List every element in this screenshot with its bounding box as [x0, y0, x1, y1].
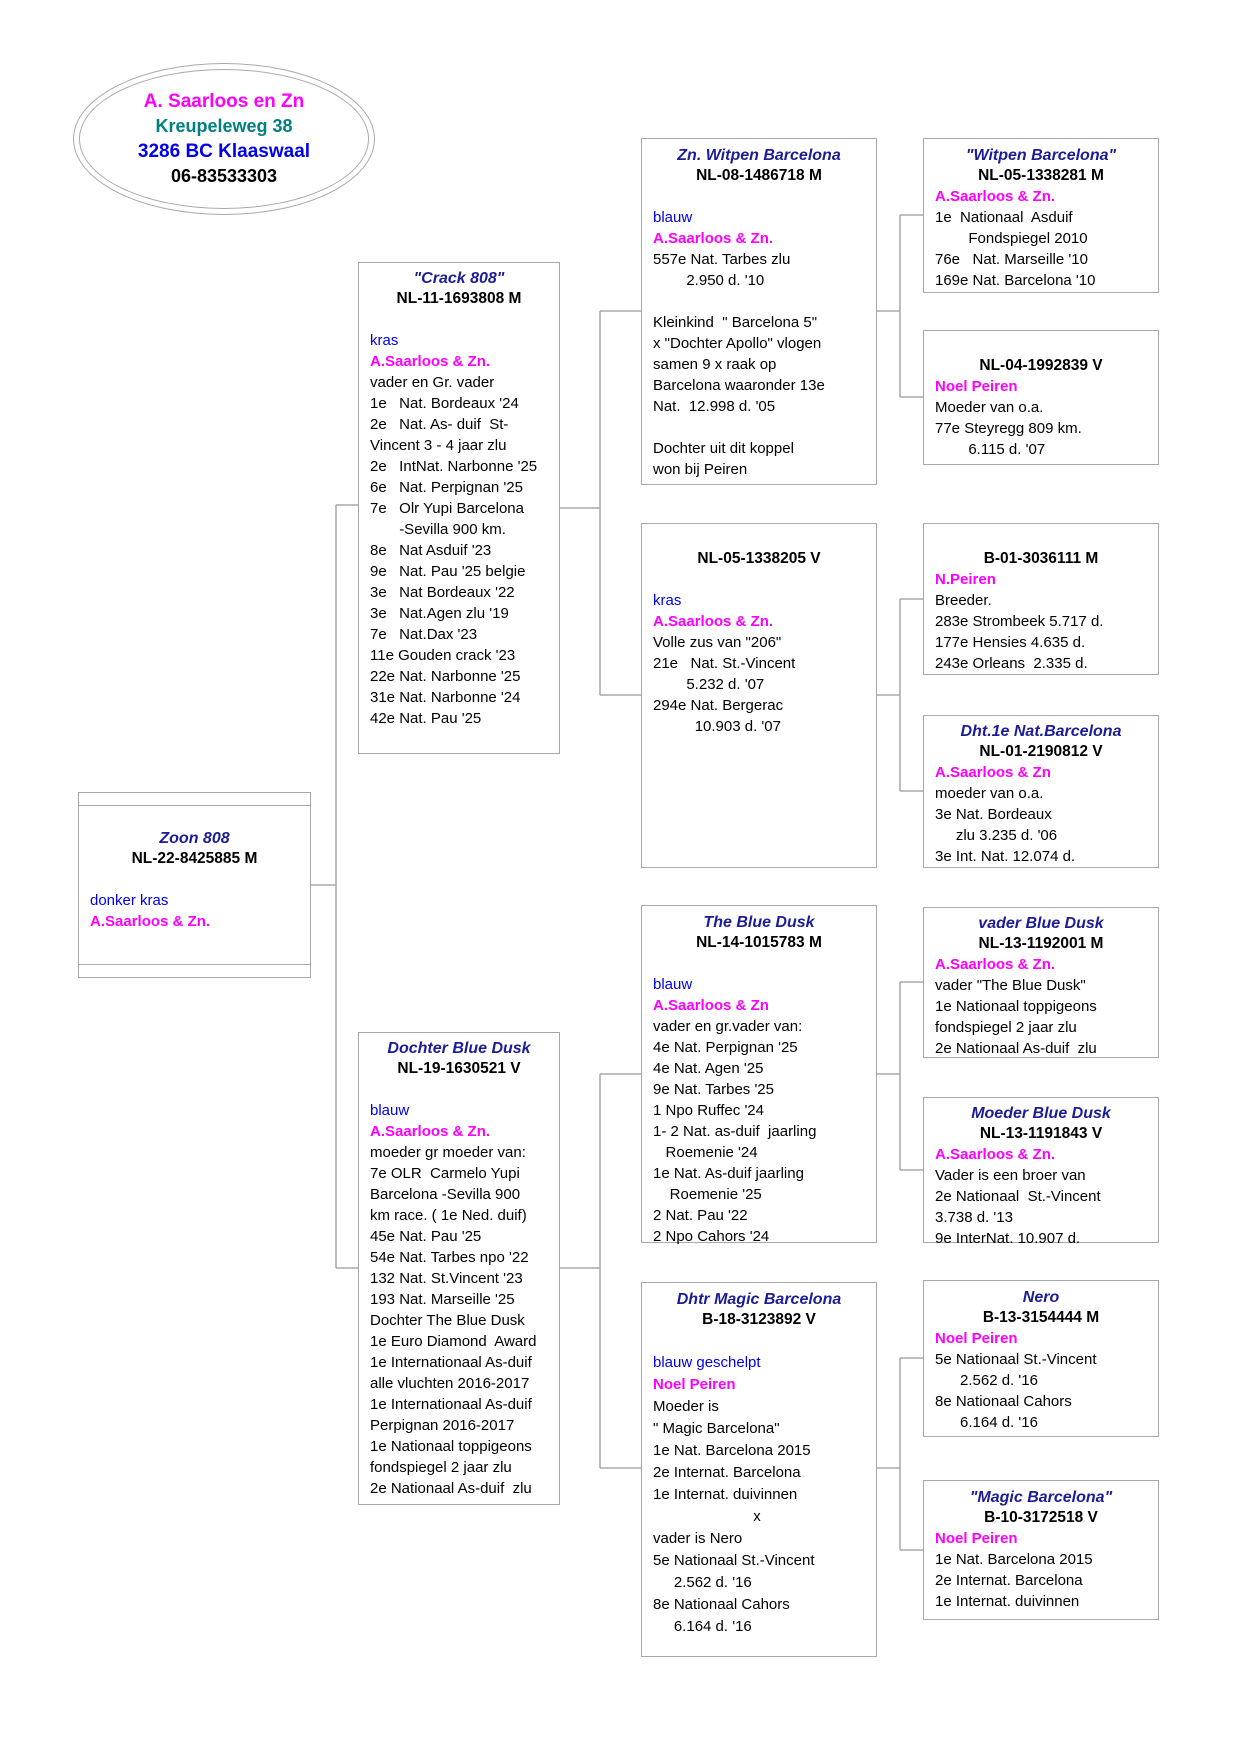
the_blue_dusk-line: 4e Nat. Perpignan '25 — [653, 1039, 798, 1056]
the_blue_dusk-title: The Blue Dusk — [703, 914, 815, 931]
crack808-line: 31e Nat. Narbonne '24 — [370, 689, 521, 706]
zn_witpen-line: 2.950 d. '10 — [653, 272, 765, 289]
dochter_blue_dusk-line: 1e Nationaal toppigeons — [370, 1438, 532, 1455]
dht_1e_nat-line: 3e Int. Nat. 12.074 d. — [935, 848, 1076, 865]
nl04_1992839-line: 6.115 d. '07 — [935, 441, 1046, 458]
dochter_blue_dusk-line: 45e Nat. Pau '25 — [370, 1228, 482, 1245]
the_blue_dusk-line — [642, 953, 876, 974]
crack808-line: -Sevilla 900 km. — [370, 521, 506, 538]
pedigree-box-witpen-barcelona — [923, 138, 1159, 293]
moeder_blue_dusk-line: Vader is een broer van — [935, 1167, 1086, 1184]
crack808-line: vader en Gr. vader — [370, 374, 495, 391]
zn_witpen-line: Barcelona waaronder 13e — [653, 377, 825, 394]
the_blue_dusk-line: Roemenie '24 — [653, 1144, 758, 1161]
the_blue_dusk-line: 1e Nat. As-duif jaarling — [653, 1165, 804, 1182]
crack808-line: 3e Nat Bordeaux '22 — [370, 584, 515, 601]
crack808-line: kras — [370, 332, 399, 349]
dhtr_magic-line: 5e Nationaal St.-Vincent — [653, 1552, 815, 1569]
magic_barcelona-line: Noel Peiren — [935, 1530, 1018, 1547]
crack808-line: A.Saarloos & Zn. — [370, 353, 491, 370]
witpen_barcelona-line: A.Saarloos & Zn. — [935, 188, 1056, 205]
pedigree-box-b-01-3036111 — [923, 523, 1159, 675]
nero-ring-number: B-13-3154444 M — [982, 1309, 1100, 1326]
pedigree-box-dhtr-magic-barcelona — [641, 1282, 877, 1657]
b01_3036111-line: 243e Orleans 2.335 d. — [935, 655, 1088, 672]
dochter_blue_dusk-line: blauw — [370, 1102, 410, 1119]
crack808-line: 1e Nat. Bordeaux '24 — [370, 395, 519, 412]
dochter_blue_dusk-ring-number: NL-19-1630521 V — [397, 1060, 521, 1077]
dochter_blue_dusk-line: 132 Nat. St.Vincent '23 — [370, 1270, 523, 1287]
zoon808-ring-number: NL-22-8425885 M — [131, 850, 258, 867]
dhtr_magic-line: 1e Nat. Barcelona 2015 — [653, 1442, 811, 1459]
moeder_blue_dusk-line: A.Saarloos & Zn. — [935, 1146, 1056, 1163]
dhtr_magic-line: 2.562 d. '16 — [653, 1574, 752, 1591]
zn_witpen-line: 557e Nat. Tarbes zlu — [653, 251, 791, 268]
breeder-logo-oval — [73, 63, 375, 215]
dht_1e_nat-ring-number: NL-01-2190812 V — [979, 743, 1103, 760]
dhtr_magic-ring-number: B-18-3123892 V — [702, 1311, 816, 1328]
dochter_blue_dusk-line: 2e Nationaal As-duif zlu — [370, 1480, 532, 1497]
nl04_1992839-line: Moeder van o.a. — [935, 399, 1044, 416]
zoon808-line — [79, 869, 310, 890]
vader_blue_dusk-line: A.Saarloos & Zn. — [935, 956, 1056, 973]
moeder_blue_dusk-ring-number: NL-13-1191843 V — [979, 1125, 1103, 1142]
magic_barcelona-line: 2e Internat. Barcelona — [935, 1572, 1083, 1589]
dochter_blue_dusk-line: 7e OLR Carmelo Yupi — [370, 1165, 520, 1182]
moeder_blue_dusk-line: 9e InterNat. 10.907 d. — [935, 1230, 1081, 1247]
nl05_1338205-line: Volle zus van "206" — [653, 634, 782, 651]
dochter_blue_dusk-line: 1e Internationaal As-duif — [370, 1396, 532, 1413]
the_blue_dusk-line: 1- 2 Nat. as-duif jaarling — [653, 1123, 817, 1140]
nl04_1992839-line: 77e Steyregg 809 km. — [935, 420, 1082, 437]
the_blue_dusk-line: 2 Npo Cahors '24 — [653, 1228, 770, 1245]
zn_witpen-ring-number: NL-08-1486718 M — [696, 167, 822, 184]
nero-line: Noel Peiren — [935, 1330, 1018, 1347]
dhtr_magic-line: 1e Internat. duivinnen — [653, 1486, 798, 1503]
dhtr_magic-line: blauw geschelpt — [653, 1354, 761, 1371]
dhtr_magic-line: x — [753, 1508, 761, 1525]
the_blue_dusk-line: 1 Npo Ruffec '24 — [653, 1102, 764, 1119]
crack808-line — [359, 309, 559, 330]
dht_1e_nat-line: moeder van o.a. — [935, 785, 1044, 802]
the_blue_dusk-line: 4e Nat. Agen '25 — [653, 1060, 764, 1077]
zn_witpen-line: x "Dochter Apollo" vlogen — [653, 335, 822, 352]
crack808-line: 42e Nat. Pau '25 — [370, 710, 482, 727]
zn_witpen-line: samen 9 x raak op — [653, 356, 777, 373]
dochter_blue_dusk-line: 1e Internationaal As-duif — [370, 1354, 532, 1371]
crack808-line: 2e Nat. As- duif St- — [370, 416, 509, 433]
zn_witpen-title: Zn. Witpen Barcelona — [677, 147, 841, 164]
nl05_1338205-line: A.Saarloos & Zn. — [653, 613, 774, 630]
crack808-line: 9e Nat. Pau '25 belgie — [370, 563, 526, 580]
magic_barcelona-line: 1e Internat. duivinnen — [935, 1593, 1080, 1610]
pedigree-box-dht-1e-nat-barcelona — [923, 715, 1159, 868]
breeder-city: 3286 BC Klaaswaal — [137, 141, 311, 162]
the_blue_dusk-line: A.Saarloos & Zn — [653, 997, 769, 1014]
dochter_blue_dusk-line: A.Saarloos & Zn. — [370, 1123, 491, 1140]
dochter_blue_dusk-line: Barcelona -Sevilla 900 — [370, 1186, 521, 1203]
dhtr_magic-line: 8e Nationaal Cahors — [653, 1596, 790, 1613]
moeder_blue_dusk-line: 2e Nationaal St.-Vincent — [935, 1188, 1101, 1205]
the_blue_dusk-line: 2 Nat. Pau '22 — [653, 1207, 748, 1224]
zoon808-line: A.Saarloos & Zn. — [90, 913, 211, 930]
the_blue_dusk-line: 9e Nat. Tarbes '25 — [653, 1081, 774, 1098]
zn_witpen-line: Nat. 12.998 d. '05 — [653, 398, 776, 415]
pedigree-box-magic-barcelona — [923, 1480, 1159, 1620]
crack808-line: 7e Nat.Dax '23 — [370, 626, 478, 643]
pedigree-box-dochter-blue-dusk — [358, 1032, 560, 1505]
breeder-logo-inner-oval — [79, 69, 369, 209]
nl05_1338205-line: 10.903 d. '07 — [653, 718, 781, 735]
b01_3036111-line: N.Peiren — [935, 571, 996, 588]
witpen_barcelona-line: 1e Nationaal Asduif — [935, 209, 1073, 226]
zn_witpen-line — [642, 186, 876, 207]
vader_blue_dusk-line: fondspiegel 2 jaar zlu — [935, 1019, 1077, 1036]
crack808-line: 2e IntNat. Narbonne '25 — [370, 458, 538, 475]
nl04_1992839-line: Noel Peiren — [935, 378, 1018, 395]
crack808-line: 3e Nat.Agen zlu '19 — [370, 605, 509, 622]
pedigree-box-zn-witpen-barcelona — [641, 138, 877, 485]
magic_barcelona-ring-number: B-10-3172518 V — [984, 1509, 1098, 1526]
dhtr_magic-line: 2e Internat. Barcelona — [653, 1464, 801, 1481]
nl05_1338205-line: 21e Nat. St.-Vincent — [653, 655, 796, 672]
nl04_1992839-ring-number: NL-04-1992839 V — [979, 357, 1103, 374]
dochter_blue_dusk-line: 54e Nat. Tarbes npo '22 — [370, 1249, 529, 1266]
dhtr_magic-line: Moeder is — [653, 1398, 719, 1415]
dochter_blue_dusk-line: 1e Euro Diamond Award — [370, 1333, 537, 1350]
nero-line: 5e Nationaal St.-Vincent — [935, 1351, 1097, 1368]
moeder_blue_dusk-line: 3.738 d. '13 — [935, 1209, 1013, 1226]
dochter_blue_dusk-line: Perpignan 2016-2017 — [370, 1417, 515, 1434]
b01_3036111-line: 177e Hensies 4.635 d. — [935, 634, 1086, 651]
dochter_blue_dusk-line: moeder gr moeder van: — [370, 1144, 526, 1161]
dhtr_magic-line: vader is Nero — [653, 1530, 743, 1547]
dhtr_magic-line: 6.164 d. '16 — [653, 1618, 752, 1635]
crack808-line: 22e Nat. Narbonne '25 — [370, 668, 521, 685]
the_blue_dusk-line: blauw — [653, 976, 693, 993]
crack808-line: 8e Nat Asduif '23 — [370, 542, 492, 559]
dochter_blue_dusk-line — [359, 1079, 559, 1100]
dht_1e_nat-line: A.Saarloos & Zn — [935, 764, 1051, 781]
pedigree-box-vader-blue-dusk — [923, 907, 1159, 1058]
vader_blue_dusk-title: vader Blue Dusk — [978, 915, 1104, 932]
the_blue_dusk-line: vader en gr.vader van: — [653, 1018, 803, 1035]
dochter_blue_dusk-line: Dochter The Blue Dusk — [370, 1312, 525, 1329]
b01_3036111-line: 283e Strombeek 5.717 d. — [935, 613, 1104, 630]
the_blue_dusk-ring-number: NL-14-1015783 M — [696, 934, 822, 951]
the_blue_dusk-line: Roemenie '25 — [653, 1186, 762, 1203]
breeder-phone: 06-83533303 — [170, 166, 278, 186]
dochter_blue_dusk-line: alle vluchten 2016-2017 — [370, 1375, 530, 1392]
breeder-street: Kreupeleweg 38 — [155, 116, 293, 136]
dochter_blue_dusk-line: fondspiegel 2 jaar zlu — [370, 1459, 512, 1476]
pedigree-box-zoon-808 — [78, 792, 311, 978]
dhtr_magic-line — [642, 1330, 876, 1352]
moeder_blue_dusk-title: Moeder Blue Dusk — [971, 1105, 1111, 1122]
magic_barcelona-line: 1e Nat. Barcelona 2015 — [935, 1551, 1093, 1568]
nero-line: 2.562 d. '16 — [935, 1372, 1038, 1389]
witpen_barcelona-line: Fondspiegel 2010 — [935, 230, 1088, 247]
zn_witpen-line — [642, 417, 876, 438]
zoon808-line: donker kras — [90, 892, 169, 909]
nero-title: Nero — [1022, 1289, 1060, 1306]
zn_witpen-line: blauw — [653, 209, 693, 226]
dhtr_magic-title: Dhtr Magic Barcelona — [676, 1291, 842, 1308]
dochter_blue_dusk-line: km race. ( 1e Ned. duif) — [370, 1207, 527, 1224]
zn_witpen-line: Dochter uit dit koppel — [653, 440, 794, 457]
b01_3036111-ring-number: B-01-3036111 M — [983, 550, 1099, 567]
zoon808-title: Zoon 808 — [159, 830, 230, 847]
crack808-line: 7e Olr Yupi Barcelona — [370, 500, 524, 517]
zn_witpen-line: won bij Peiren — [653, 461, 748, 478]
pedigree-box-crack-808 — [358, 262, 560, 754]
vader_blue_dusk-line: 1e Nationaal toppigeons — [935, 998, 1097, 1015]
zn_witpen-line: Kleinkind " Barcelona 5" — [653, 314, 818, 331]
zn_witpen-line: A.Saarloos & Zn. — [653, 230, 774, 247]
zn_witpen-line — [642, 291, 876, 312]
breeder-name: A. Saarloos en Zn — [143, 91, 305, 112]
vader_blue_dusk-line: vader "The Blue Dusk" — [935, 977, 1086, 994]
witpen_barcelona-ring-number: NL-05-1338281 M — [978, 167, 1104, 184]
nl05_1338205-ring-number: NL-05-1338205 V — [697, 550, 821, 567]
dhtr_magic-line: Noel Peiren — [653, 1376, 736, 1393]
crack808-ring-number: NL-11-1693808 M — [396, 290, 522, 307]
nl05_1338205-line: 5.232 d. '07 — [653, 676, 765, 693]
nl05_1338205-line — [642, 569, 876, 590]
dochter_blue_dusk-line: 193 Nat. Marseille '25 — [370, 1291, 515, 1308]
nero-line: 8e Nationaal Cahors — [935, 1393, 1072, 1410]
dht_1e_nat-line: 3e Nat. Bordeaux — [935, 806, 1052, 823]
pedigree-box-nero — [923, 1280, 1159, 1437]
nl05_1338205-line: kras — [653, 592, 682, 609]
crack808-line: 11e Gouden crack '23 — [370, 647, 516, 664]
dochter_blue_dusk-title: Dochter Blue Dusk — [387, 1040, 531, 1057]
witpen_barcelona-line: 169e Nat. Barcelona '10 — [935, 272, 1096, 289]
dhtr_magic-line: " Magic Barcelona" — [653, 1420, 780, 1437]
pedigree-box-moeder-blue-dusk — [923, 1097, 1159, 1247]
witpen_barcelona-title: "Witpen Barcelona" — [965, 147, 1117, 164]
nero-line: 6.164 d. '16 — [935, 1414, 1038, 1431]
pedigree-box-nl-05-1338205 — [641, 523, 877, 868]
pedigree-box-the-blue-dusk — [641, 905, 877, 1243]
dht_1e_nat-title: Dht.1e Nat.Barcelona — [960, 723, 1122, 740]
witpen_barcelona-line: 76e Nat. Marseille '10 — [935, 251, 1088, 268]
magic_barcelona-title: "Magic Barcelona" — [969, 1489, 1113, 1506]
pedigree-box-nl-04-1992839 — [923, 330, 1159, 465]
nl05_1338205-line: 294e Nat. Bergerac — [653, 697, 784, 714]
crack808-line: Vincent 3 - 4 jaar zlu — [370, 437, 507, 454]
b01_3036111-line: Breeder. — [935, 592, 992, 609]
vader_blue_dusk-ring-number: NL-13-1192001 M — [978, 935, 1104, 952]
crack808-line: 6e Nat. Perpignan '25 — [370, 479, 523, 496]
dht_1e_nat-line: zlu 3.235 d. '06 — [935, 827, 1058, 844]
crack808-title: "Crack 808" — [413, 270, 505, 287]
vader_blue_dusk-line: 2e Nationaal As-duif zlu — [935, 1040, 1097, 1057]
